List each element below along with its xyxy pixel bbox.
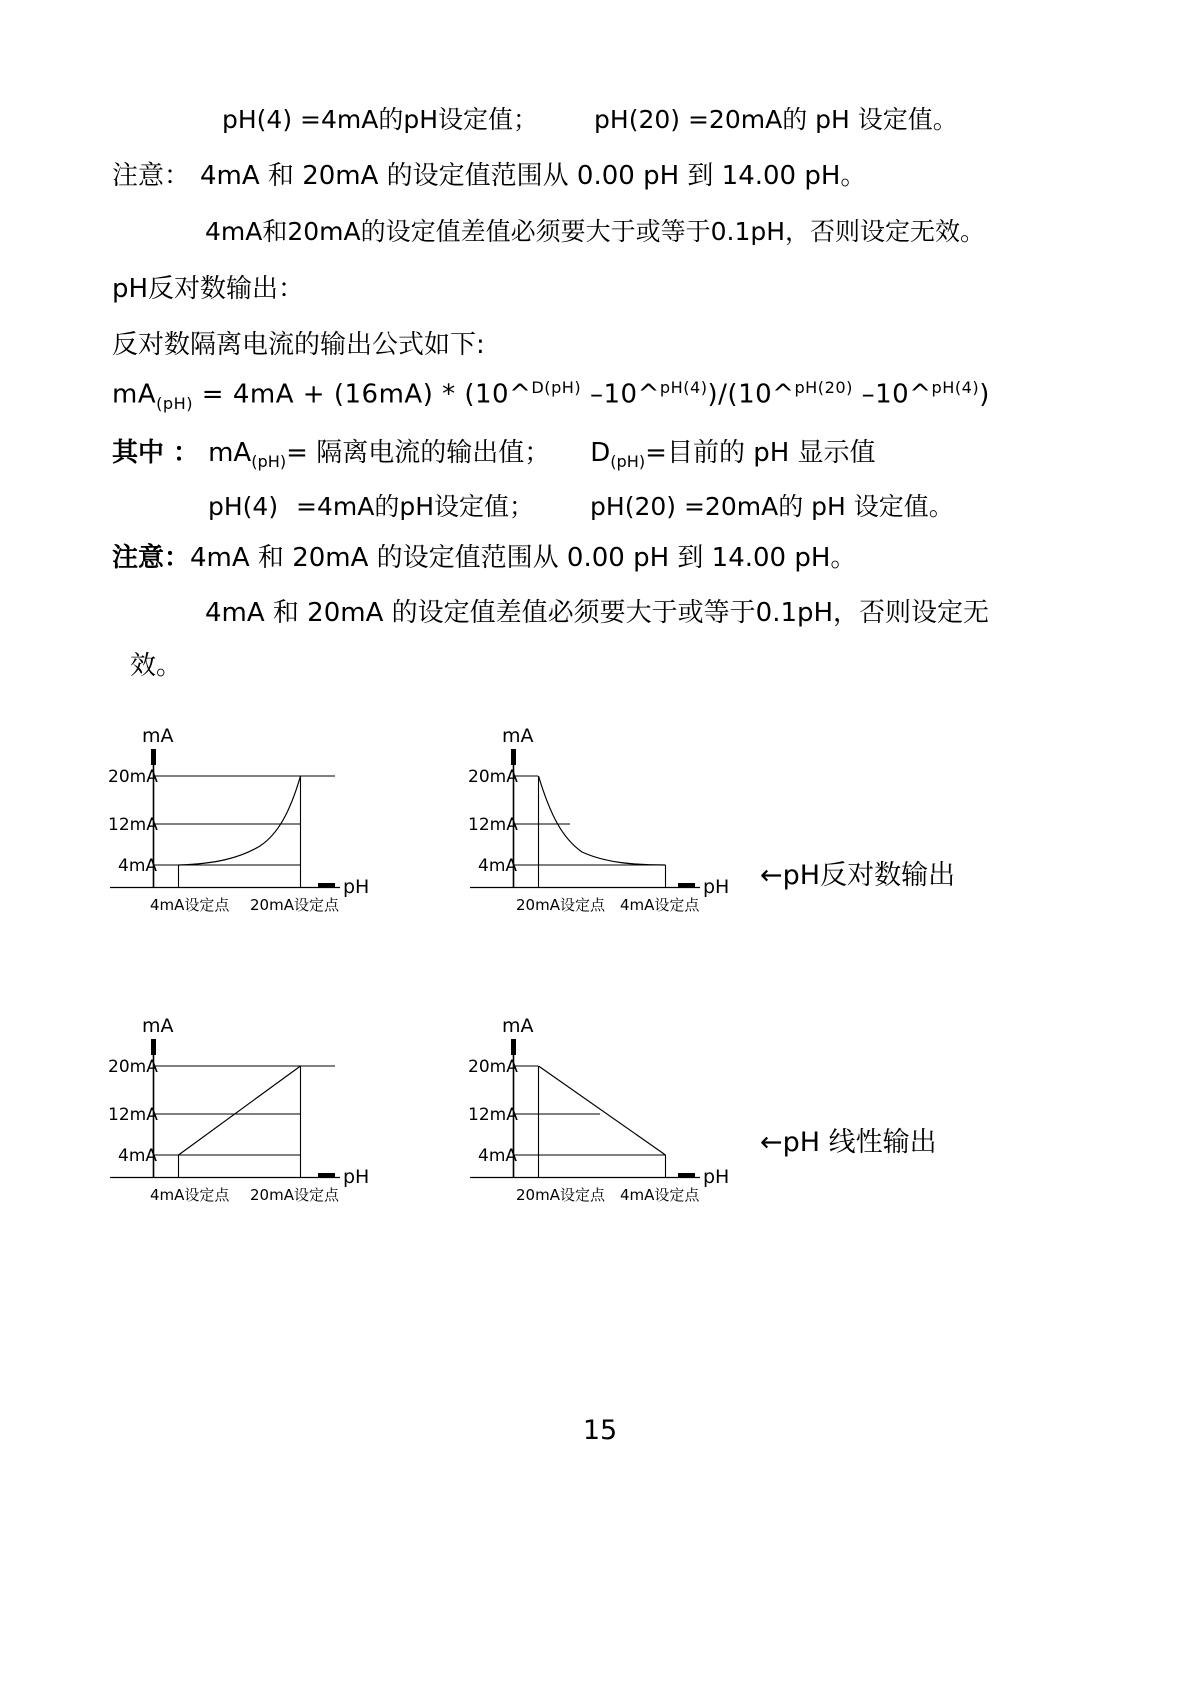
formula-eq: =: [193, 379, 233, 410]
note-text-1: 4mA 和 20mA 的设定值范围从 0.00 pH 到 14.00 pH。: [200, 161, 867, 191]
chart3-ytick-4ma: 4mA: [118, 1146, 158, 1166]
ph20-token: pH(20): [594, 105, 681, 134]
figure-antilog-falling: [460, 720, 760, 930]
formula-exp1: D(pH): [531, 378, 582, 397]
formula-minus2: –10^: [852, 379, 932, 410]
chart4-ytick-20ma: 20mA: [468, 1057, 518, 1077]
chart1-ytick-12ma: 12mA: [108, 815, 158, 835]
chart3-ytick-12ma: 12mA: [108, 1105, 158, 1125]
chart4-xlabel: pH: [703, 1166, 730, 1188]
paragraph-note-1: [112, 155, 866, 192]
chart4-xaxis-cap: [678, 1173, 695, 1178]
page-number: 15: [582, 1415, 618, 1446]
chart2-curve: [539, 776, 666, 865]
paragraph-note-2: [112, 537, 856, 574]
chart3-xlabel: pH: [343, 1166, 370, 1188]
ph4-token-2: pH(4): [208, 492, 279, 521]
chart4-line: [539, 1066, 666, 1155]
paragraph-ph-setpoints-2: [208, 487, 954, 523]
chart2-xlabel: pH: [703, 876, 730, 898]
chart1-ylabel: mA: [142, 725, 174, 747]
ph4-desc-2: =4mA的pH设定值；: [288, 492, 535, 521]
formula-term1: 4mA: [232, 379, 295, 410]
paragraph-where: [112, 432, 876, 471]
chart3-xtick-high: 20mA设定点: [250, 1186, 339, 1204]
ph4-desc: =4mA的pH设定值；: [292, 105, 539, 134]
formula-antilog: [112, 378, 990, 413]
heading-antilog-output: pH反对数输出：: [112, 274, 305, 304]
note-label-1: 注意：: [112, 161, 191, 191]
chart3-line: [179, 1066, 301, 1155]
chart2-xtick-high: 20mA设定点: [516, 896, 605, 914]
formula-plus: +: [294, 379, 334, 410]
chart4-ylabel: mA: [502, 1015, 534, 1037]
chart2-ytick-4ma: 4mA: [478, 856, 518, 876]
formula-close-div: )/(10^: [707, 379, 795, 410]
chart4-ytick-12ma: 12mA: [468, 1105, 518, 1125]
ph20-token-2: pH(20): [590, 492, 677, 521]
annotation-antilog-output: ←pH反对数输出: [760, 860, 956, 891]
chart4-ytick-4ma: 4mA: [478, 1146, 518, 1166]
formula-exp2: pH(4): [659, 378, 708, 397]
chart4-xtick-high: 20mA设定点: [516, 1186, 605, 1204]
paragraph-diff-2-line1: 4mA 和 20mA 的设定值差值必须要大于或等于0.1pH，否则设定无: [205, 598, 990, 628]
chart1-curve: [179, 776, 301, 865]
chart2-ytick-20ma: 20mA: [468, 767, 518, 787]
where-ma-sub: (pH): [251, 452, 287, 472]
chart2-ytick-12ma: 12mA: [468, 815, 518, 835]
figure-linear-rising: [100, 1010, 400, 1220]
chart3-xaxis-cap: [318, 1173, 335, 1178]
where-d: D: [590, 438, 611, 468]
ph4-token: pH(4): [222, 105, 293, 134]
ph20-desc: =20mA的 pH 设定值。: [680, 105, 958, 134]
chart4-xtick-low: 4mA设定点: [620, 1186, 700, 1204]
chart1-xtick-high: 20mA设定点: [250, 896, 339, 914]
note-text-2: 4mA 和 20mA 的设定值范围从 0.00 pH 到 14.00 pH。: [190, 543, 857, 573]
chart1-ytick-20ma: 20mA: [108, 767, 158, 787]
where-ma-def: = 隔离电流的输出值；: [286, 438, 551, 468]
formula-minus1: –10^: [581, 379, 660, 410]
chart2-ylabel: mA: [502, 725, 534, 747]
formula-factor: (16mA): [333, 379, 434, 410]
chart1-xlabel: pH: [343, 876, 370, 898]
chart2-xtick-low: 4mA设定点: [620, 896, 700, 914]
note-label-2: 注意：: [112, 543, 191, 573]
figure-linear-falling: [460, 1010, 760, 1220]
formula-times: *: [433, 379, 465, 410]
annotation-linear-output: ←pH 线性输出: [760, 1127, 937, 1158]
chart3-ylabel: mA: [142, 1015, 174, 1037]
ph20-desc-2: =20mA的 pH 设定值。: [676, 492, 954, 521]
chart1-xtick-low: 4mA设定点: [150, 896, 230, 914]
formula-exp3: pH(20): [794, 378, 853, 397]
chart3-ytick-20ma: 20mA: [108, 1057, 158, 1077]
chart1-ytick-4ma: 4mA: [118, 856, 158, 876]
paragraph-formula-intro: 反对数隔离电流的输出公式如下:: [112, 330, 485, 360]
formula-close: ): [979, 379, 990, 410]
where-label: 其中 ：: [112, 438, 209, 468]
chart2-xaxis-cap: [678, 883, 695, 888]
where-d-def: =目前的 pH 显示值: [645, 438, 876, 468]
formula-lhs-sub: (pH): [156, 393, 194, 413]
formula-lhs: mA: [112, 379, 157, 410]
where-ma: mA: [208, 438, 252, 468]
figure-antilog-rising: [100, 720, 400, 930]
paragraph-ph-setpoints-1: [222, 100, 958, 136]
chart1-xaxis-cap: [318, 883, 335, 888]
paragraph-diff-1: 4mA和20mA的设定值差值必须要大于或等于0.1pH，否则设定无效。: [205, 217, 986, 246]
chart3-xtick-low: 4mA设定点: [150, 1186, 230, 1204]
formula-exp4: pH(4): [931, 378, 980, 397]
where-d-sub: (pH): [610, 452, 646, 472]
formula-open: (10^: [464, 379, 532, 410]
paragraph-diff-2-line2: 效。: [130, 651, 183, 681]
